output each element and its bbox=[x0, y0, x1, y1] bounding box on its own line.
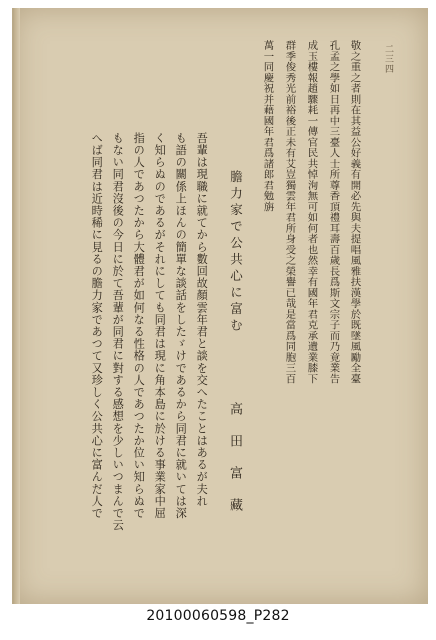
article-author: 高田富藏 bbox=[227, 402, 242, 530]
previous-section-line: 成玉樓報趙驟耗一傳官民共悼洵無可如何者也然幸有國年君克承遺業膝下 bbox=[305, 40, 318, 384]
book-page bbox=[12, 8, 428, 604]
page-number: 二三四 bbox=[383, 44, 393, 74]
body-line: く知らぬのであるがそれにしても同君は現に角本島に於ける事業家中屈 bbox=[153, 132, 167, 520]
body-line: 指の人であつたから大體君が如何なる性格の人であつたか位い知らぬで bbox=[132, 132, 146, 520]
body-line: 吾輩は現職に就てから數回故顏雲年君と談を交へたことはあるが夫れ bbox=[195, 132, 209, 508]
article-title: 膽力家で公共心に富む bbox=[228, 170, 244, 335]
previous-section-line: 萬一同慶祝并藉國年君爲諸郎君勉旃 bbox=[261, 40, 274, 212]
previous-section-line: 孔孟之學如日再中三臺人士所尊香頂禮耳壽百歲長爲斯文宗子而乃竟業告 bbox=[327, 40, 340, 384]
body-line: も語の關係上ほんの簡單な談話をしたゞけであるから同君に就いては深 bbox=[174, 132, 188, 520]
body-line: へば同君は近時稀に見るの膽力家であつて又珍しく公共心に富んだ人で bbox=[90, 132, 104, 520]
previous-section-line: 群季俊秀光前裕後正未有艾豈獨雲年君所身受之榮譽已哉是當爲同胞三百 bbox=[283, 40, 296, 384]
image-caption: 20100060598_P282 bbox=[146, 608, 290, 624]
previous-section-line: 敬之重之者則在其益公好義有開必先與夫提唱風雅扶漢學於既墜風勵全臺 bbox=[348, 40, 361, 384]
body-line: もない同君沒後の今日に於て吾輩が同君に對する感想を少しいつまんで云 bbox=[111, 132, 125, 532]
